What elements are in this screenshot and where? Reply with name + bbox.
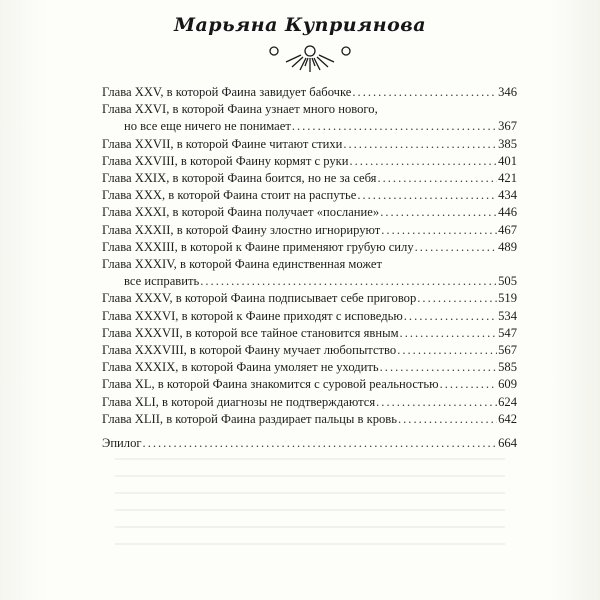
toc-entry-title: Глава XXVI, в которой Фаина узнает много нового,	[102, 102, 378, 117]
toc-entry	[102, 290, 517, 307]
toc-entry-page: 401	[498, 153, 517, 168]
toc-entry-title: все исправить	[124, 274, 200, 289]
toc-entry-title: Эпилог	[102, 436, 142, 451]
toc-entry-title: Глава XXVII, в которой Фаине читают стихи	[102, 136, 343, 151]
toc-entry	[102, 435, 517, 452]
toc-entry-title: Глава XL, в которой Фаина знакомится с суровой реальностью	[102, 377, 439, 392]
toc-entry-title: Глава XXV, в которой Фаина завидует бабочке	[102, 85, 352, 99]
toc-entry	[102, 273, 517, 290]
toc-dot-leader	[404, 308, 497, 325]
toc-entry	[102, 239, 517, 256]
toc-entry	[102, 222, 517, 239]
toc-entry	[102, 394, 517, 411]
toc-entry-title: Глава XXXII, в которой Фаину злостно игнорируют	[102, 222, 381, 237]
toc-entry	[102, 359, 517, 376]
toc-entry	[102, 411, 517, 428]
toc-entry-page: 642	[498, 411, 517, 426]
toc-dot-leader	[380, 359, 497, 376]
toc-entry	[102, 84, 517, 101]
toc-dot-leader	[376, 394, 497, 411]
toc-entry	[102, 256, 517, 273]
toc-entry-title: Глава XXXIV, в которой Фаина единственная может	[102, 257, 383, 272]
toc-entry	[102, 308, 517, 325]
toc-entry-page: 567	[498, 343, 517, 358]
toc-entry-page: 505	[498, 274, 517, 289]
toc-entry-title: Глава XXX, в которой Фаина стоит на распутье	[102, 188, 357, 203]
toc-entry-title: Глава XXXVIII, в которой Фаину мучает любопытство	[102, 343, 397, 358]
toc-dot-leader	[350, 153, 498, 170]
sun-moon-ornament-icon	[250, 42, 370, 84]
toc-entry-title: Глава XXXIII, в которой к Фаине применяют грубую силу	[102, 239, 414, 254]
toc-dot-leader	[417, 290, 497, 307]
toc-entry-page: 489	[498, 239, 517, 254]
toc-entry-page: 446	[498, 205, 517, 220]
toc-dot-leader	[415, 239, 497, 256]
toc-dot-leader	[377, 170, 497, 187]
toc-dot-leader	[397, 342, 497, 359]
toc-entry	[102, 342, 517, 359]
toc-entry-title: Глава XLI, в которой диагнозы не подтверждаются	[102, 394, 376, 409]
toc-entry	[102, 376, 517, 393]
toc-dot-leader	[357, 187, 497, 204]
toc-entry	[102, 118, 517, 135]
author-header: Марьяна Куприянова	[173, 14, 427, 36]
toc-entry-page: 467	[498, 222, 517, 237]
toc-dot-leader	[352, 84, 497, 101]
toc-entry	[102, 136, 517, 153]
toc-entry-page: 609	[498, 377, 517, 392]
toc-dot-leader	[292, 118, 497, 135]
toc-entry-page: 519	[498, 291, 517, 306]
toc-dot-leader	[398, 411, 497, 428]
toc-spacer	[102, 428, 517, 435]
toc-entry-title: Глава XXXV, в которой Фаина подписывает себе приговор	[102, 291, 417, 306]
toc-entry-title: Глава XXXIX, в которой Фаина умоляет не уходить	[102, 360, 379, 375]
toc-entry	[102, 325, 517, 342]
toc-entry-title: Глава XXIX, в которой Фаина боится, но не за себя	[102, 171, 377, 186]
toc-entry-title: Глава XXVIII, в которой Фаину кормят с руки	[102, 153, 349, 168]
toc-entry-page: 624	[498, 394, 517, 409]
toc-entry-title: но все еще ничего не понимает	[124, 119, 291, 134]
toc-dot-leader	[381, 222, 497, 239]
toc-dot-leader	[343, 136, 497, 153]
toc-entry-title: Глава XXXVII, в которой все тайное становится явным	[102, 325, 399, 340]
toc-entry-page: 346	[498, 85, 517, 99]
toc-entry-title: Глава XXXVI, в которой к Фаине приходят с исповедью	[102, 308, 403, 323]
toc-dot-leader	[440, 376, 498, 393]
toc-entry	[102, 153, 517, 170]
toc-entry-page: 367	[498, 119, 517, 134]
bleed-through	[115, 458, 505, 578]
toc-dot-leader	[200, 273, 497, 290]
toc-entry	[102, 170, 517, 187]
toc-entry-page: 534	[498, 308, 517, 323]
toc-dot-leader	[380, 204, 497, 221]
toc-entry-page: 434	[498, 188, 517, 203]
toc-entry-page: 585	[498, 360, 517, 375]
toc-entry-page: 421	[498, 171, 517, 186]
toc-entry	[102, 101, 517, 118]
toc-entry-title: Глава XLII, в которой Фаина раздирает пальцы в кровь	[102, 411, 397, 426]
toc-entry-page: 664	[498, 436, 517, 451]
toc-dot-leader	[143, 435, 498, 452]
table-of-contents	[102, 84, 517, 452]
toc-entry-title: Глава XXXI, в которой Фаина получает «послание»	[102, 205, 380, 220]
toc-dot-leader	[400, 325, 498, 342]
toc-entry	[102, 204, 517, 221]
toc-entry-page: 385	[498, 136, 517, 151]
toc-entry-page: 547	[498, 325, 517, 340]
toc-entry	[102, 187, 517, 204]
